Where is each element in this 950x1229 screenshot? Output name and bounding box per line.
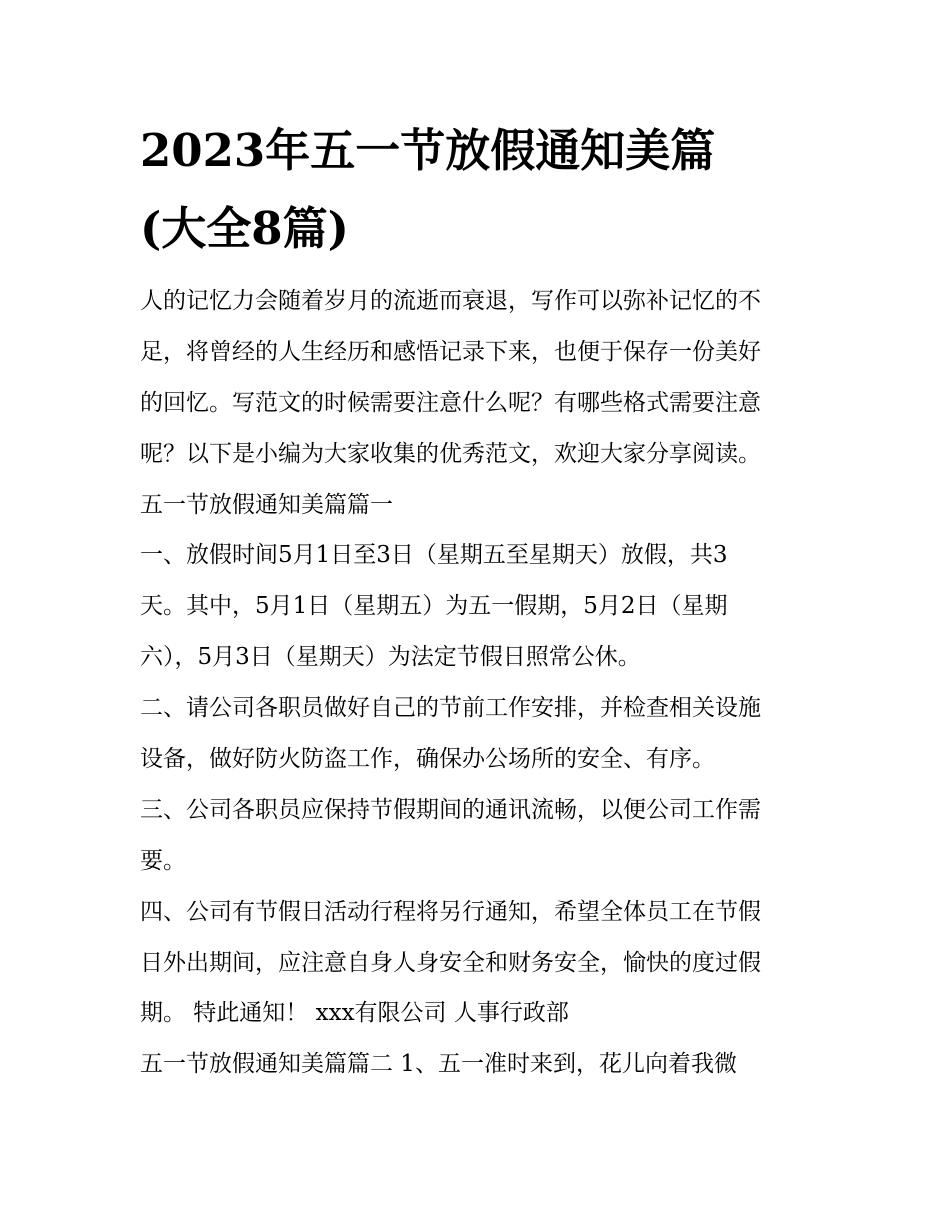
body-line: 四、公司有节假日活动行程将另行通知，希望全体员工在节假: [140, 898, 761, 925]
body-line: 设备，做好防火防盗工作，确保办公场所的安全、有序。: [140, 746, 715, 773]
body-line: 三、公司各职员应保持节假期间的通讯流畅，以便公司工作需: [140, 796, 761, 823]
body-line: 六），5月3日（星期天）为法定节假日照常公休。: [140, 644, 641, 671]
body-line: 天。其中，5月1日（星期五）为五一假期，5月2日（星期: [140, 593, 728, 620]
section-heading: 五一节放假通知美篇篇一: [140, 491, 393, 518]
title-line-1: 2023年五一节放假通知美篇: [140, 124, 716, 177]
body-line: 的回忆。写范文的时候需要注意什么呢？有哪些格式需要注意: [140, 389, 761, 416]
body-line: 日外出期间，应注意自身人身安全和财务安全，愉快的度过假: [140, 949, 761, 976]
body-line: 一、放假时间5月1日至3日（星期五至星期天）放假，共3: [140, 542, 728, 569]
document-title: [140, 112, 840, 268]
body-line: 期。 特此通知！ xxx有限公司 人事行政部: [140, 1000, 569, 1027]
body-line: 人的记忆力会随着岁月的流逝而衰退，写作可以弥补记忆的不: [140, 288, 761, 314]
body-line: 足，将曾经的人生经历和感悟记录下来，也便于保存一份美好: [140, 338, 761, 365]
section-heading: 五一节放假通知美篇篇二 1、五一准时来到，花儿向着我微: [140, 1051, 737, 1078]
body-line: 要。: [140, 847, 186, 874]
body-line: 呢？以下是小编为大家收集的优秀范文，欢迎大家分享阅读。: [140, 440, 761, 467]
document-body: [140, 276, 830, 1090]
title-line-2: (大全8篇): [140, 202, 349, 255]
body-line: 二、请公司各职员做好自己的节前工作安排，并检查相关设施: [140, 695, 761, 722]
